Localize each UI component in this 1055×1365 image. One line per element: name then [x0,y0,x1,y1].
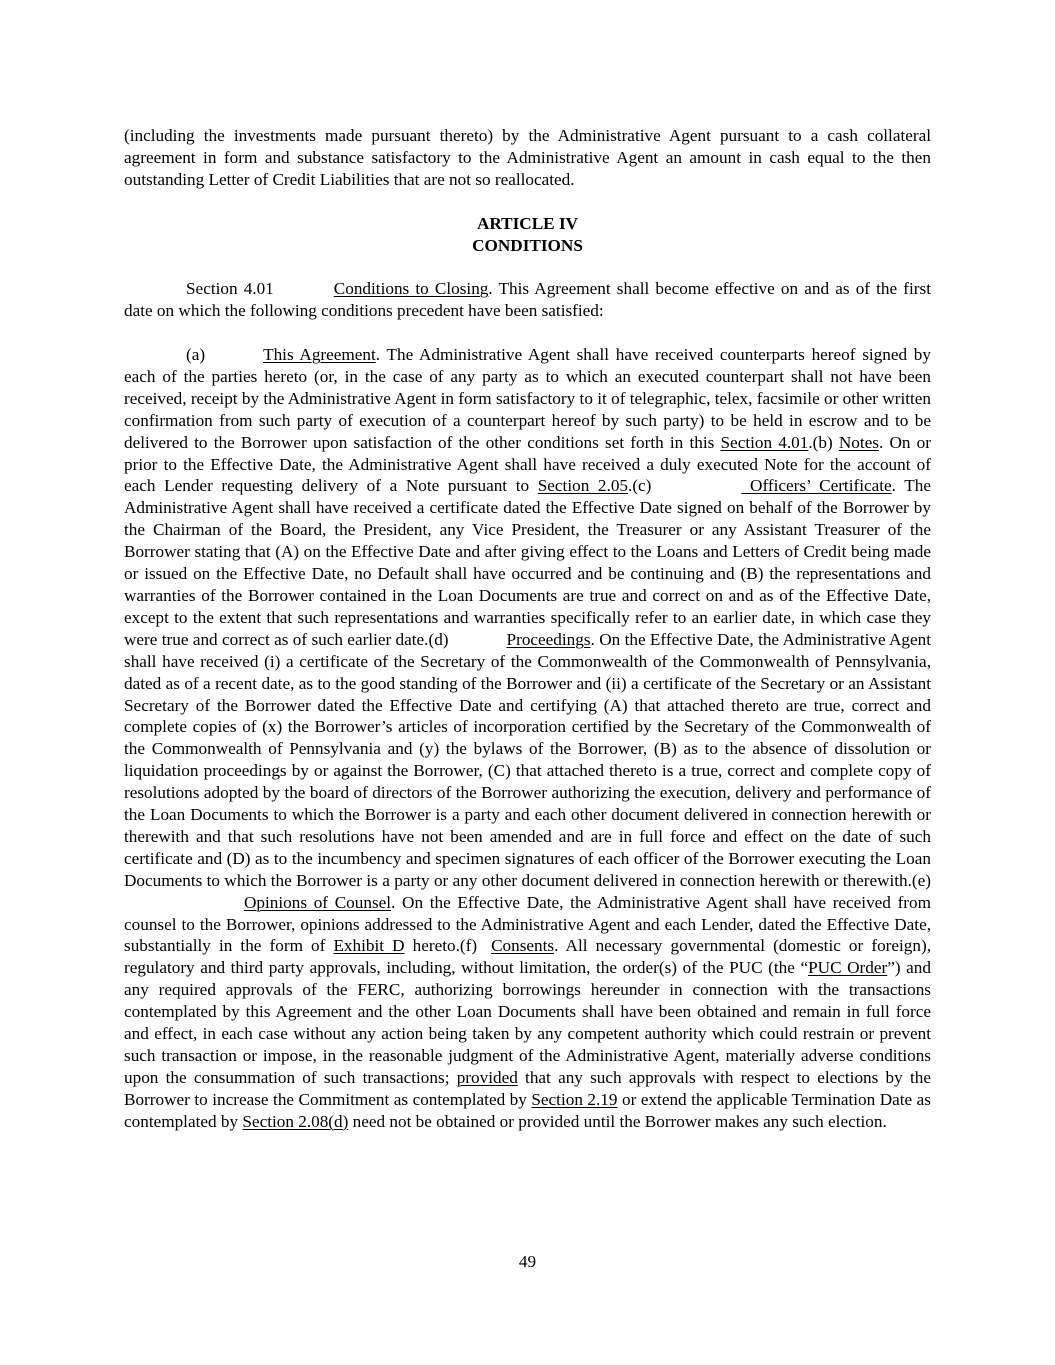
clause-e-ref: Exhibit D [333,936,405,956]
clause-c-label: .(c) [628,476,652,496]
clause-f-ref-section-2-08d: Section 2.08(d) [242,1111,349,1131]
clause-e-heading: Opinions of Counsel [244,892,392,912]
clause-d-heading: Proceedings [506,629,591,649]
document-page [124,125,931,1133]
clause-f-ref-puc-order: PUC Order [808,958,888,978]
clause-b-ref: Section 2.05 [537,476,629,496]
clause-f-text-5: need not be obtained or provided until the Borrower makes any such election. [348,1111,887,1131]
clause-a-ref: Section 4.01 [720,432,809,452]
intro-paragraph: (including the investments made pursuant thereto) by the Administrative Agent pursuant to a cash collateral agreement in form and substance satisfactory to the Administrative Agent an amount in cash equal to the then outstanding Letter of Credit Liabilities that are not so reallocated. [124,126,931,189]
clause-f-text-2: ”) and any required approvals of the FERC, authorizing borrowings hereunder in connection with the transactions contemplated by this Agreement and the other Loan Documents shall have been obtained and remain in full force and effect, in each case without any action being taken by any competent authority which could restrain or prevent such transaction or impose, in the reasonable judgment of the Administrative Agent, materially adverse conditions upon the consummation of such transactions; [124,958,931,1087]
clause-f-text-4: or extend the applicable Termination Date as contemplated by [124,1089,931,1131]
section-label: Section 4.01 [186,279,274,299]
clause-f-heading: Consents [491,936,555,956]
clause-f-ref-section-2-19: Section 2.19 [531,1089,618,1109]
clause-b-text: . On or prior to the Effective Date, the Administrative Agent shall have received a duly executed Note for the account of each Lender requesting delivery of a Note pursuant to [124,432,931,496]
clause-d-text: . On the Effective Date, the Administrative Agent shall have received (i) a certificate of the Secretary of the Commonwealth of the Commonwealth of Pennsylvania, dated as of a recent date, as to the good standing of the Borrower and (ii) a certificate of the Secretary or an Assistant Secretary of the Borrower dated the Effective Date and certifying (A) that attached thereto are true, correct and complete copies of (x) the Borrower’s articles of incorporation certified by the Secretary of the Commonwealth of the Commonwealth of Pennsylvania and (y) the bylaws of the Borrower, (B) as to the absence of dissolution or liquidation proceedings by or against the Borrower, (C) that attached thereto is a true, correct and complete copy of resolutions adopted by the board of directors of the Borrower authorizing the execution, delivery and performance of the Loan Documents to which the Borrower is a party and each other document delivered in connection herewith or therewith and that such resolutions have not been amended and are in full force and effect on the date of such certificate and (D) as to the incumbency and specimen signatures of each officer of the Borrower executing the Loan Documents to which the Borrower is a party or any other document delivered in connection herewith or therewith.(e) [124,629,932,890]
clause-f-text-3: that any such approvals with respect to elections by the Borrower to increase the Commitment as contemplated by [124,1067,931,1109]
section-heading: Conditions to Closing [333,279,489,299]
article-number: ARTICLE IV [476,213,579,233]
clause-f-proviso: provided [456,1067,518,1087]
clause-f-label: hereto.(f) [404,936,478,956]
clause-c-text: . The Administrative Agent shall have received a certificate dated the Effective Date signed on behalf of the Borrower by the Chairman of the Board, the President, any Vice President, the Treasurer or any Assistant Treasurer of the Borrower stating that (A) on the Effective Date and after giving effect to the Loans and Letters of Credit being made or issued on the Effective Date, no Default shall have occurred and be continuing and (B) the representations and warranties of the Borrower contained in the Loan Documents are true and correct on and as of the Effective Date, except to the extent that such representations and warranties specifically refer to an earlier date, in which case they were true and correct as of such earlier date.(d) [124,476,931,649]
clause-a-text: . The Administrative Agent shall have received counterparts hereof signed by each of the parties hereto (or, in the case of any party as to which an executed counterpart shall not have been received, receipt by the Administrative Agent in form satisfactory to it of telegraphic, telex, facsimile or other written confirmation from such party of execution of a counterpart hereof by such party) to be held in escrow and to be delivered to the Borrower upon satisfaction of the other conditions set forth in this [124,345,931,452]
page-number: 49 [518,1252,537,1271]
clause-a-heading: This Agreement [263,345,376,365]
clause-b-heading: Notes [838,432,879,452]
section-4-01-paragraph [124,278,931,322]
clause-f-text-1: . All necessary governmental (domestic or foreign), regulatory and third party approvals, including, without limitation, the order(s) of the PUC (the “ [124,936,931,978]
conditions-paragraph [124,344,931,1133]
clause-b-label: .(b) [808,432,833,452]
article-title: CONDITIONS [472,235,583,255]
clause-c-heading: Officers’ Certificate [741,476,892,496]
clause-e-text: . On the Effective Date, the Administrative Agent shall have received from counsel to the Borrower, opinions addressed to the Administrative Agent and each Lender, dated the Effective Date, substantially in the form of [124,892,931,956]
clause-a-label: (a) [186,345,206,365]
section-text: . This Agreement shall become effective on and as of the first date on which the following conditions precedent have been satisfied: [124,279,931,321]
